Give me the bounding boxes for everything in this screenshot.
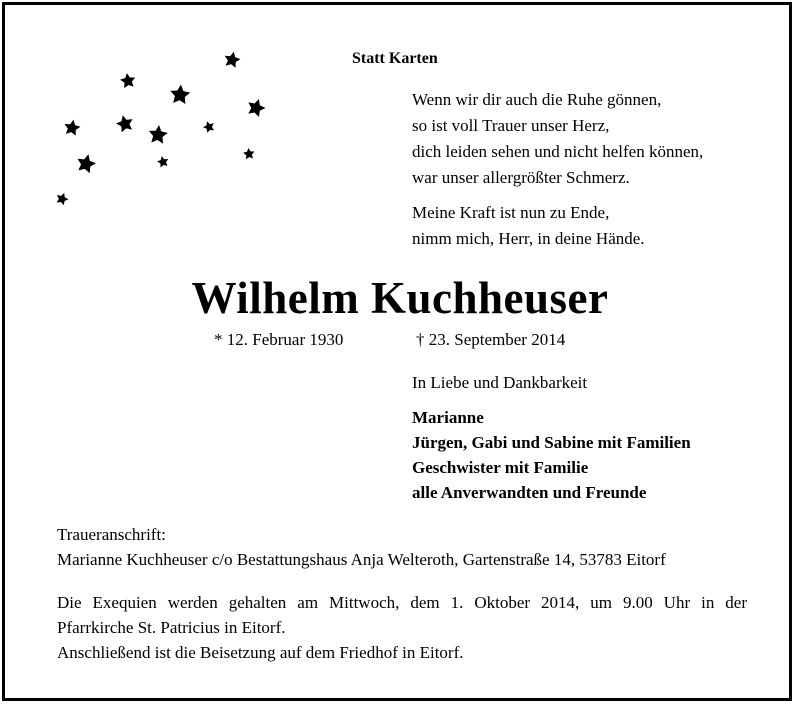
mourners-list	[412, 405, 691, 505]
address-text: Marianne Kuchheuser c/o Bestattungshaus Anja Welteroth, Gartenstraße 14, 53783 Eitorf	[57, 550, 666, 569]
poem-stanza-2	[412, 200, 645, 252]
poem-line: dich leiden sehen und nicht helfen können,	[412, 142, 704, 161]
death-date: † 23. September 2014	[416, 330, 566, 349]
poem-line: Wenn wir dir auch die Ruhe gönnen,	[412, 90, 662, 109]
mourner-name: Jürgen, Gabi und Sabine mit Familien	[412, 433, 691, 452]
mourner-name: Marianne	[412, 408, 484, 427]
poem-stanza-1	[412, 87, 703, 191]
mourner-name: Geschwister mit Familie	[412, 458, 589, 477]
service-info	[57, 590, 747, 665]
service-line-3: Anschließend ist die Beisetzung auf dem Friedhof in Eitorf.	[57, 643, 464, 662]
poem-line: war unser allergrößter Schmerz.	[412, 168, 630, 187]
service-line-2: Pfarrkirche St. Patricius in Eitorf.	[57, 618, 286, 637]
poem-line: nimm mich, Herr, in deine Hände.	[412, 229, 645, 248]
statt-karten-heading: Statt Karten	[352, 50, 438, 67]
address-label: Traueranschrift:	[57, 525, 166, 544]
poem-line: so ist voll Trauer unser Herz,	[412, 116, 610, 135]
poem-line: Meine Kraft ist nun zu Ende,	[412, 203, 610, 222]
birth-date: * 12. Februar 1930	[214, 330, 344, 349]
mourners-intro: In Liebe und Dankbarkeit	[412, 373, 588, 392]
mourner-name: alle Anverwandten und Freunde	[412, 483, 647, 502]
deceased-name: Wilhelm Kuchheuser	[191, 273, 609, 323]
service-line-1: Die Exequien werden gehalten am Mittwoch, dem 1. Oktober 2014, um 9.00 Uhr in der	[57, 593, 747, 612]
mourning-address	[57, 522, 666, 572]
